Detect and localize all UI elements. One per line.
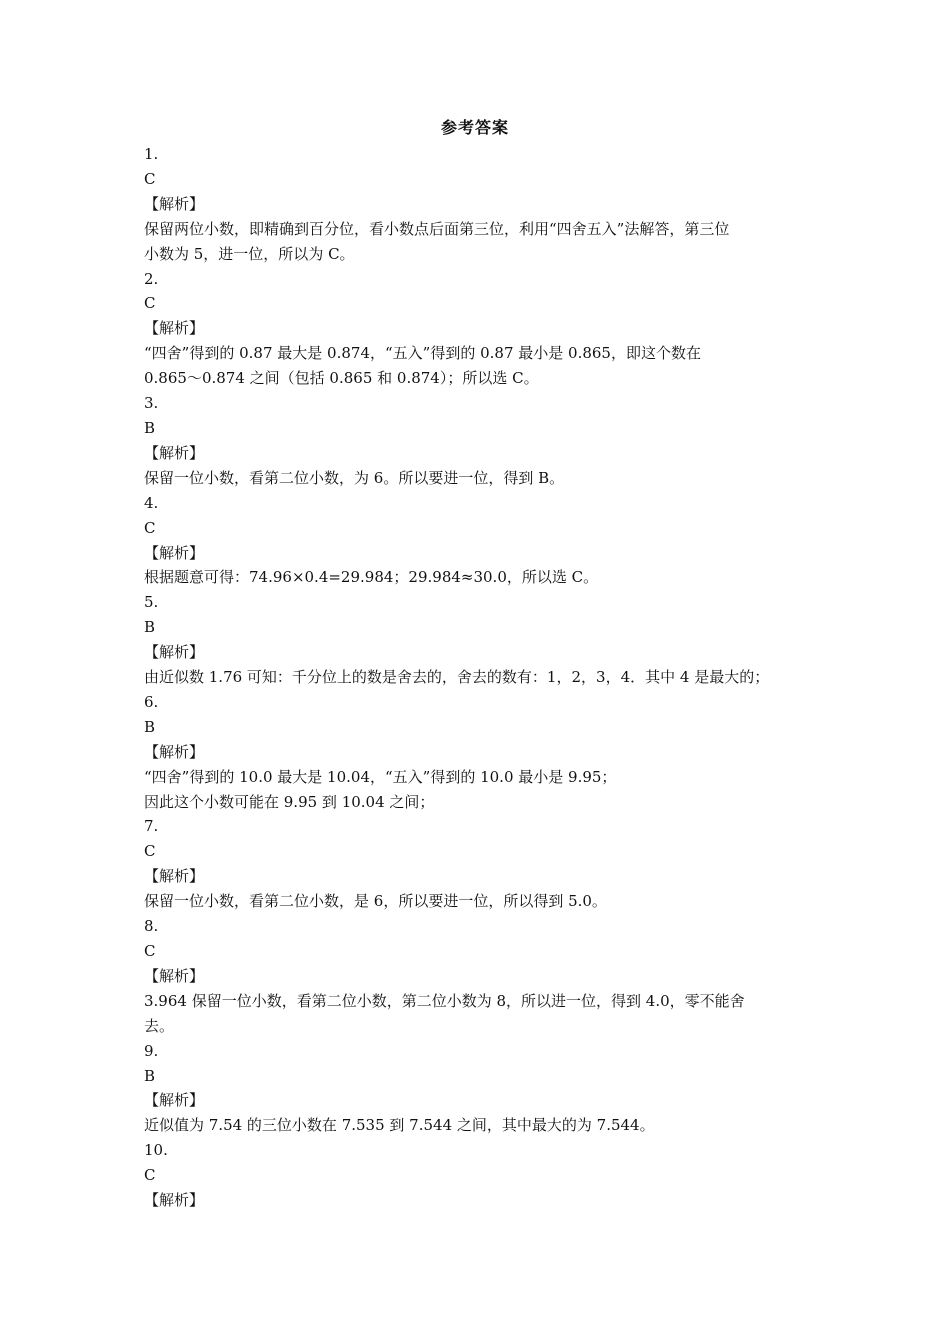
answer-item [144, 690, 814, 815]
answer-item [144, 914, 814, 1039]
answer-item [144, 590, 814, 690]
analysis-label: 【解析】 [144, 966, 205, 985]
answer-choice: B [144, 1066, 156, 1085]
question-number: 4. [144, 493, 159, 512]
answer-item [144, 391, 814, 491]
analysis-label: 【解析】 [144, 1091, 205, 1110]
answer-item [144, 267, 814, 392]
question-number: 5. [144, 593, 159, 612]
analysis-label: 【解析】 [144, 643, 205, 662]
question-number: 3. [144, 394, 159, 413]
answer-item [144, 1138, 814, 1213]
question-number: 10. [144, 1141, 168, 1160]
analysis-text: “四舍”得到的 10.0 最大是 10.04，“五入”得到的 10.0 最小是 9.95； [144, 767, 617, 786]
answer-choice: C [144, 169, 156, 188]
question-number: 1. [144, 145, 159, 163]
analysis-label: 【解析】 [144, 543, 205, 562]
analysis-text: 保留一位小数，看第二位小数，为 6。所以要进一位，得到 B。 [144, 468, 565, 487]
analysis-text: 由近似数 1.76 可知：千分位上的数是舍去的，舍去的数有：1，2，3，4．其中 4 是最大的； [144, 668, 770, 687]
analysis-label: 【解析】 [144, 319, 205, 338]
answer-choice: C [144, 842, 156, 861]
question-number: 2. [144, 269, 159, 288]
answer-item [144, 1039, 814, 1139]
question-number: 7. [144, 817, 159, 836]
question-number: 6. [144, 692, 159, 711]
answer-choice: B [144, 418, 156, 437]
answer-choice: B [144, 717, 156, 736]
analysis-label: 【解析】 [144, 742, 205, 761]
answer-choice: B [144, 618, 156, 637]
answer-item [144, 142, 814, 267]
analysis-text: 保留两位小数，即精确到百分位，看小数点后面第三位，利用“四舍五入”法解答，第三位 [144, 219, 730, 238]
analysis-label: 【解析】 [144, 443, 205, 462]
answer-choice: C [144, 518, 156, 537]
answer-item [144, 491, 814, 591]
analysis-text: 3.964 保留一位小数，看第二位小数，第二位小数为 8，所以进一位，得到 4.0，零不能舍 [144, 991, 745, 1010]
analysis-label: 【解析】 [144, 867, 205, 886]
analysis-label: 【解析】 [144, 1191, 205, 1210]
analysis-text: 保留一位小数，看第二位小数，是 6，所以要进一位，所以得到 5.0。 [144, 892, 607, 911]
answer-list [144, 142, 814, 1213]
question-number: 9. [144, 1041, 159, 1060]
answer-choice: C [144, 942, 156, 960]
analysis-text: 近似值为 7.54 的三位小数在 7.535 到 7.544 之间，其中最大的为 7.544。 [144, 1116, 655, 1135]
analysis-label: 【解析】 [144, 194, 205, 213]
answer-item [144, 814, 814, 914]
analysis-text: 根据题意可得：74.96×0.4=29.984；29.984≈30.0，所以选 C。 [144, 568, 599, 587]
answer-choice: C [144, 294, 156, 313]
analysis-text: 小数为 5，进一位，所以为 C。 [144, 244, 355, 263]
page-title: 参考答案 [440, 118, 509, 137]
question-number: 8. [144, 917, 159, 936]
analysis-text: “四舍”得到的 0.87 最大是 0.874，“五入”得到的 0.87 最小是 0.865，即这个数在 [144, 344, 701, 363]
analysis-text: 去。 [144, 1016, 175, 1035]
analysis-text: 0.865～0.874 之间（包括 0.865 和 0.874）；所以选 C。 [144, 369, 539, 388]
answer-choice: C [144, 1166, 156, 1185]
analysis-text: 因此这个小数可能在 9.95 到 10.04 之间； [144, 792, 435, 811]
